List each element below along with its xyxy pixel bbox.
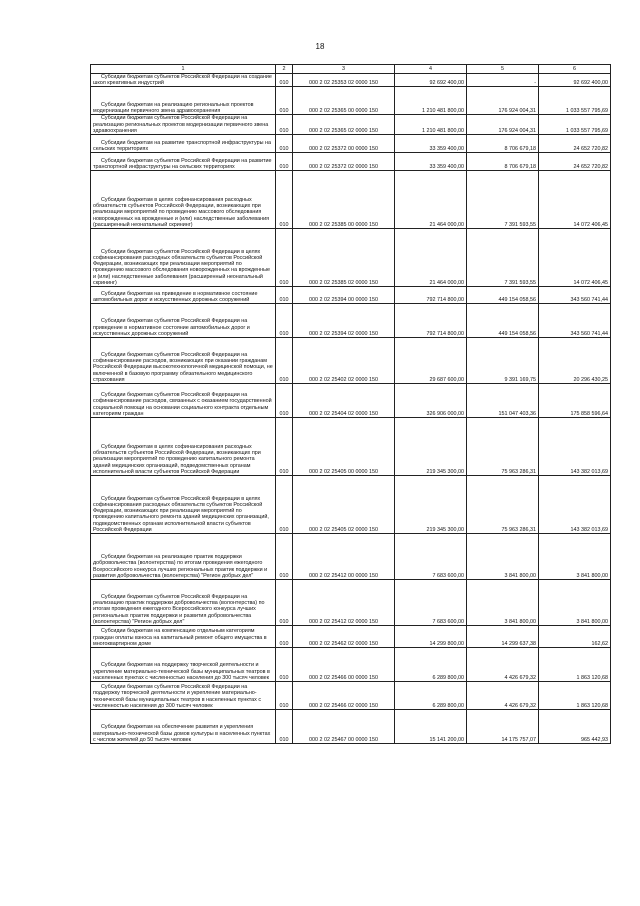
row-admin-code-cell: 010	[276, 682, 293, 710]
row-budget-code-cell: 000 2 02 25353 02 0000 150	[293, 74, 395, 87]
table-row	[91, 476, 611, 534]
row-admin-code-cell: 010	[276, 287, 293, 304]
column-number-row	[91, 65, 611, 74]
column-number: 2	[276, 65, 293, 74]
row-name-cell: Субсидии бюджетам на приведение в нормативное состояние автомобильных дорог и искусственных дорожных сооружений	[91, 287, 276, 304]
row-planned-amount-cell: 792 714 800,00	[395, 287, 467, 304]
row-name-cell: Субсидии бюджетам на обеспечение развития и укрепления материально-технической базы домов культуры в населенных пунктах с числом жителей до 50 тысяч человек	[91, 710, 276, 744]
row-budget-code-cell: 000 2 02 25412 00 0000 150	[293, 534, 395, 580]
row-remaining-amount-cell: 965 442,93	[539, 710, 611, 744]
row-budget-code-cell: 000 2 02 25372 00 0000 150	[293, 135, 395, 153]
row-budget-code-cell: 000 2 02 25467 00 0000 150	[293, 710, 395, 744]
row-remaining-amount-cell: 1 863 120,68	[539, 648, 611, 682]
row-executed-amount-cell: 449 154 058,56	[467, 287, 539, 304]
row-planned-amount-cell: 1 210 481 800,00	[395, 87, 467, 115]
row-budget-code-cell: 000 2 02 25394 00 0000 150	[293, 287, 395, 304]
row-admin-code-cell: 010	[276, 135, 293, 153]
row-admin-code-cell: 010	[276, 74, 293, 87]
row-budget-code-cell: 000 2 02 25385 02 0000 150	[293, 229, 395, 287]
row-remaining-amount-cell: 143 382 013,69	[539, 418, 611, 476]
page-number: 18	[315, 42, 325, 51]
row-executed-amount-cell: 75 963 286,31	[467, 418, 539, 476]
budget-table	[90, 64, 611, 744]
table-row	[91, 87, 611, 115]
row-remaining-amount-cell: 14 072 406,45	[539, 171, 611, 229]
row-remaining-amount-cell: 24 652 720,82	[539, 153, 611, 171]
row-admin-code-cell: 010	[276, 476, 293, 534]
row-remaining-amount-cell: 175 858 596,64	[539, 384, 611, 418]
row-admin-code-cell: 010	[276, 710, 293, 744]
table-row	[91, 580, 611, 626]
row-remaining-amount-cell: 1 033 557 795,69	[539, 87, 611, 115]
row-executed-amount-cell: 449 154 058,56	[467, 304, 539, 338]
row-remaining-amount-cell: 20 296 430,25	[539, 338, 611, 384]
row-planned-amount-cell: 21 464 000,00	[395, 229, 467, 287]
row-remaining-amount-cell: 1 033 557 795,69	[539, 115, 611, 135]
column-number: 3	[293, 65, 395, 74]
row-remaining-amount-cell: 14 072 406,45	[539, 229, 611, 287]
row-budget-code-cell: 000 2 02 25404 02 0000 150	[293, 384, 395, 418]
row-name-cell: Субсидии бюджетам в целях софинансирования расходных обязательств субъектов Российской Федерации, возникающих при реализации мероприятий по проведению капитального ремонта зданий медицинских организаций, подведомственных органам исполнительной власти субъектов Российской Федерации	[91, 418, 276, 476]
row-name-cell: Субсидии бюджетам на реализацию региональных проектов модернизации первичного звена здравоохранения	[91, 87, 276, 115]
row-planned-amount-cell: 33 359 400,00	[395, 153, 467, 171]
row-name-cell: Субсидии бюджетам субъектов Российской Федерации на поддержку творческой деятельности и укрепление материально-технической базы муниципальных театров в населенных пунктах с численностью населения до 300 тысяч человек	[91, 682, 276, 710]
row-budget-code-cell: 000 2 02 25385 00 0000 150	[293, 171, 395, 229]
row-admin-code-cell: 010	[276, 229, 293, 287]
row-planned-amount-cell: 92 692 400,00	[395, 74, 467, 87]
row-remaining-amount-cell: 3 841 800,00	[539, 580, 611, 626]
row-admin-code-cell: 010	[276, 384, 293, 418]
table-row	[91, 74, 611, 87]
row-planned-amount-cell: 6 289 800,00	[395, 682, 467, 710]
row-name-cell: Субсидии бюджетам субъектов Российской Федерации на развитие транспортной инфраструктуры на сельских территориях	[91, 153, 276, 171]
row-name-cell: Субсидии бюджетам на реализацию практик поддержки добровольчества (волонтерства) по итогам проведения ежегодного Всероссийского конкурса лучших региональных практик поддержки и развития добровольчества (волонтерства) "Регион добрых дел"	[91, 534, 276, 580]
row-executed-amount-cell: 7 391 593,55	[467, 229, 539, 287]
table-row	[91, 287, 611, 304]
row-planned-amount-cell: 33 359 400,00	[395, 135, 467, 153]
row-remaining-amount-cell: 92 692 400,00	[539, 74, 611, 87]
row-name-cell: Субсидии бюджетам субъектов Российской Федерации на приведение в нормативное состояние автомобильных дорог и искусственных дорожных сооружений	[91, 304, 276, 338]
row-admin-code-cell: 010	[276, 115, 293, 135]
row-name-cell: Субсидии бюджетам в целях софинансирования расходных обязательств субъектов Российской Федерации, возникающих при реализации мероприятий по проведению массового обследования новорожденных на врожденные и (или) наследственные заболевания (расширенный неонатальный скрининг)	[91, 171, 276, 229]
row-name-cell: Субсидии бюджетам субъектов Российской Федерации на реализацию региональных проектов модернизации первичного звена здравоохранения	[91, 115, 276, 135]
row-name-cell: Субсидии бюджетам субъектов Российской Федерации на софинансирование расходов, связанных с оказанием государственной социальной помощи на основании социального контракта отдельным категориям граждан	[91, 384, 276, 418]
column-number: 1	[91, 65, 276, 74]
table-row	[91, 648, 611, 682]
row-executed-amount-cell: 176 924 004,31	[467, 115, 539, 135]
row-remaining-amount-cell: 343 560 741,44	[539, 287, 611, 304]
row-planned-amount-cell: 6 289 800,00	[395, 648, 467, 682]
row-admin-code-cell: 010	[276, 171, 293, 229]
row-executed-amount-cell: -	[467, 74, 539, 87]
row-planned-amount-cell: 219 345 300,00	[395, 418, 467, 476]
row-executed-amount-cell: 3 841 800,00	[467, 534, 539, 580]
row-executed-amount-cell: 75 963 286,31	[467, 476, 539, 534]
row-executed-amount-cell: 151 047 403,36	[467, 384, 539, 418]
row-executed-amount-cell: 4 426 679,32	[467, 648, 539, 682]
row-executed-amount-cell: 14 175 757,07	[467, 710, 539, 744]
row-planned-amount-cell: 29 687 600,00	[395, 338, 467, 384]
row-budget-code-cell: 000 2 02 25372 02 0000 150	[293, 153, 395, 171]
row-name-cell: Субсидии бюджетам на поддержку творческой деятельности и укрепление материально-технической базы муниципальных театров в населенных пунктах с численностью населения до 300 тысяч человек	[91, 648, 276, 682]
row-budget-code-cell: 000 2 02 25462 02 0000 150	[293, 626, 395, 648]
row-budget-code-cell: 000 2 02 25405 02 0000 150	[293, 476, 395, 534]
row-remaining-amount-cell: 143 382 013,69	[539, 476, 611, 534]
row-name-cell: Субсидии бюджетам субъектов Российской Федерации на реализацию практик поддержки добровольчества (волонтерства) по итогам проведения ежегодного Всероссийского конкурса лучших региональных практик поддержки и развития добровольчества (волонтерства) "Регион добрых дел"	[91, 580, 276, 626]
row-remaining-amount-cell: 343 560 741,44	[539, 304, 611, 338]
table-row	[91, 304, 611, 338]
row-budget-code-cell: 000 2 02 25466 02 0000 150	[293, 682, 395, 710]
row-planned-amount-cell: 326 906 000,00	[395, 384, 467, 418]
row-admin-code-cell: 010	[276, 153, 293, 171]
row-executed-amount-cell: 7 391 593,55	[467, 171, 539, 229]
row-remaining-amount-cell: 1 863 120,68	[539, 682, 611, 710]
table-row	[91, 115, 611, 135]
row-executed-amount-cell: 176 924 004,31	[467, 87, 539, 115]
column-number: 5	[467, 65, 539, 74]
row-budget-code-cell: 000 2 02 25405 00 0000 150	[293, 418, 395, 476]
row-budget-code-cell: 000 2 02 25402 02 0000 150	[293, 338, 395, 384]
column-number: 6	[539, 65, 611, 74]
row-executed-amount-cell: 14 299 637,38	[467, 626, 539, 648]
row-budget-code-cell: 000 2 02 25365 02 0000 150	[293, 115, 395, 135]
row-planned-amount-cell: 7 683 600,00	[395, 534, 467, 580]
row-planned-amount-cell: 792 714 800,00	[395, 304, 467, 338]
row-budget-code-cell: 000 2 02 25412 02 0000 150	[293, 580, 395, 626]
row-planned-amount-cell: 14 299 800,00	[395, 626, 467, 648]
row-executed-amount-cell: 8 706 679,18	[467, 153, 539, 171]
table-row	[91, 710, 611, 744]
row-remaining-amount-cell: 3 841 800,00	[539, 534, 611, 580]
table-body	[91, 74, 611, 744]
row-planned-amount-cell: 7 683 600,00	[395, 580, 467, 626]
row-admin-code-cell: 010	[276, 338, 293, 384]
row-planned-amount-cell: 21 464 000,00	[395, 171, 467, 229]
row-remaining-amount-cell: 162,62	[539, 626, 611, 648]
table-row	[91, 418, 611, 476]
table-row	[91, 153, 611, 171]
table-row	[91, 135, 611, 153]
row-admin-code-cell: 010	[276, 87, 293, 115]
row-remaining-amount-cell: 24 652 720,82	[539, 135, 611, 153]
row-admin-code-cell: 010	[276, 304, 293, 338]
row-planned-amount-cell: 15 141 200,00	[395, 710, 467, 744]
row-executed-amount-cell: 9 391 169,75	[467, 338, 539, 384]
table-row	[91, 626, 611, 648]
row-admin-code-cell: 010	[276, 626, 293, 648]
column-number: 4	[395, 65, 467, 74]
table-row	[91, 682, 611, 710]
table-row	[91, 229, 611, 287]
table-row	[91, 384, 611, 418]
row-budget-code-cell: 000 2 02 25394 02 0000 150	[293, 304, 395, 338]
row-name-cell: Субсидии бюджетам на компенсацию отдельным категориям граждан оплаты взноса на капитальный ремонт общего имущества в многоквартирном доме	[91, 626, 276, 648]
row-executed-amount-cell: 8 706 679,18	[467, 135, 539, 153]
row-name-cell: Субсидии бюджетам субъектов Российской Федерации в целях софинансирования расходных обязательств субъектов Российской Федерации, возникающих при реализации мероприятий по проведению капитального ремонта зданий медицинских организаций, подведомственных органам исполнительной власти субъектов Российской Федерации	[91, 476, 276, 534]
row-executed-amount-cell: 3 841 800,00	[467, 580, 539, 626]
row-planned-amount-cell: 219 345 300,00	[395, 476, 467, 534]
row-name-cell: Субсидии бюджетам субъектов Российской Федерации на создание школ креативных индустрий	[91, 74, 276, 87]
row-executed-amount-cell: 4 426 679,32	[467, 682, 539, 710]
row-admin-code-cell: 010	[276, 648, 293, 682]
table-row	[91, 338, 611, 384]
table-row	[91, 171, 611, 229]
row-budget-code-cell: 000 2 02 25365 00 0000 150	[293, 87, 395, 115]
row-admin-code-cell: 010	[276, 418, 293, 476]
row-admin-code-cell: 010	[276, 580, 293, 626]
row-name-cell: Субсидии бюджетам субъектов Российской Федерации на софинансирование расходов, возникающих при оказании гражданам Российской Федерации высокотехнологичной медицинской помощи, не включенной в базовую программу обязательного медицинского страхования	[91, 338, 276, 384]
row-budget-code-cell: 000 2 02 25466 00 0000 150	[293, 648, 395, 682]
row-name-cell: Субсидии бюджетам субъектов Российской Федерации в целях софинансирования расходных обязательств субъектов Российской Федерации, возникающих при реализации мероприятий по проведению массового обследования новорожденных на врожденные и (или) наследственные заболевания (расширенный неонатальный скрининг)	[91, 229, 276, 287]
row-name-cell: Субсидии бюджетам на развитие транспортной инфраструктуры на сельских территориях	[91, 135, 276, 153]
table-row	[91, 534, 611, 580]
row-admin-code-cell: 010	[276, 534, 293, 580]
row-planned-amount-cell: 1 210 481 800,00	[395, 115, 467, 135]
